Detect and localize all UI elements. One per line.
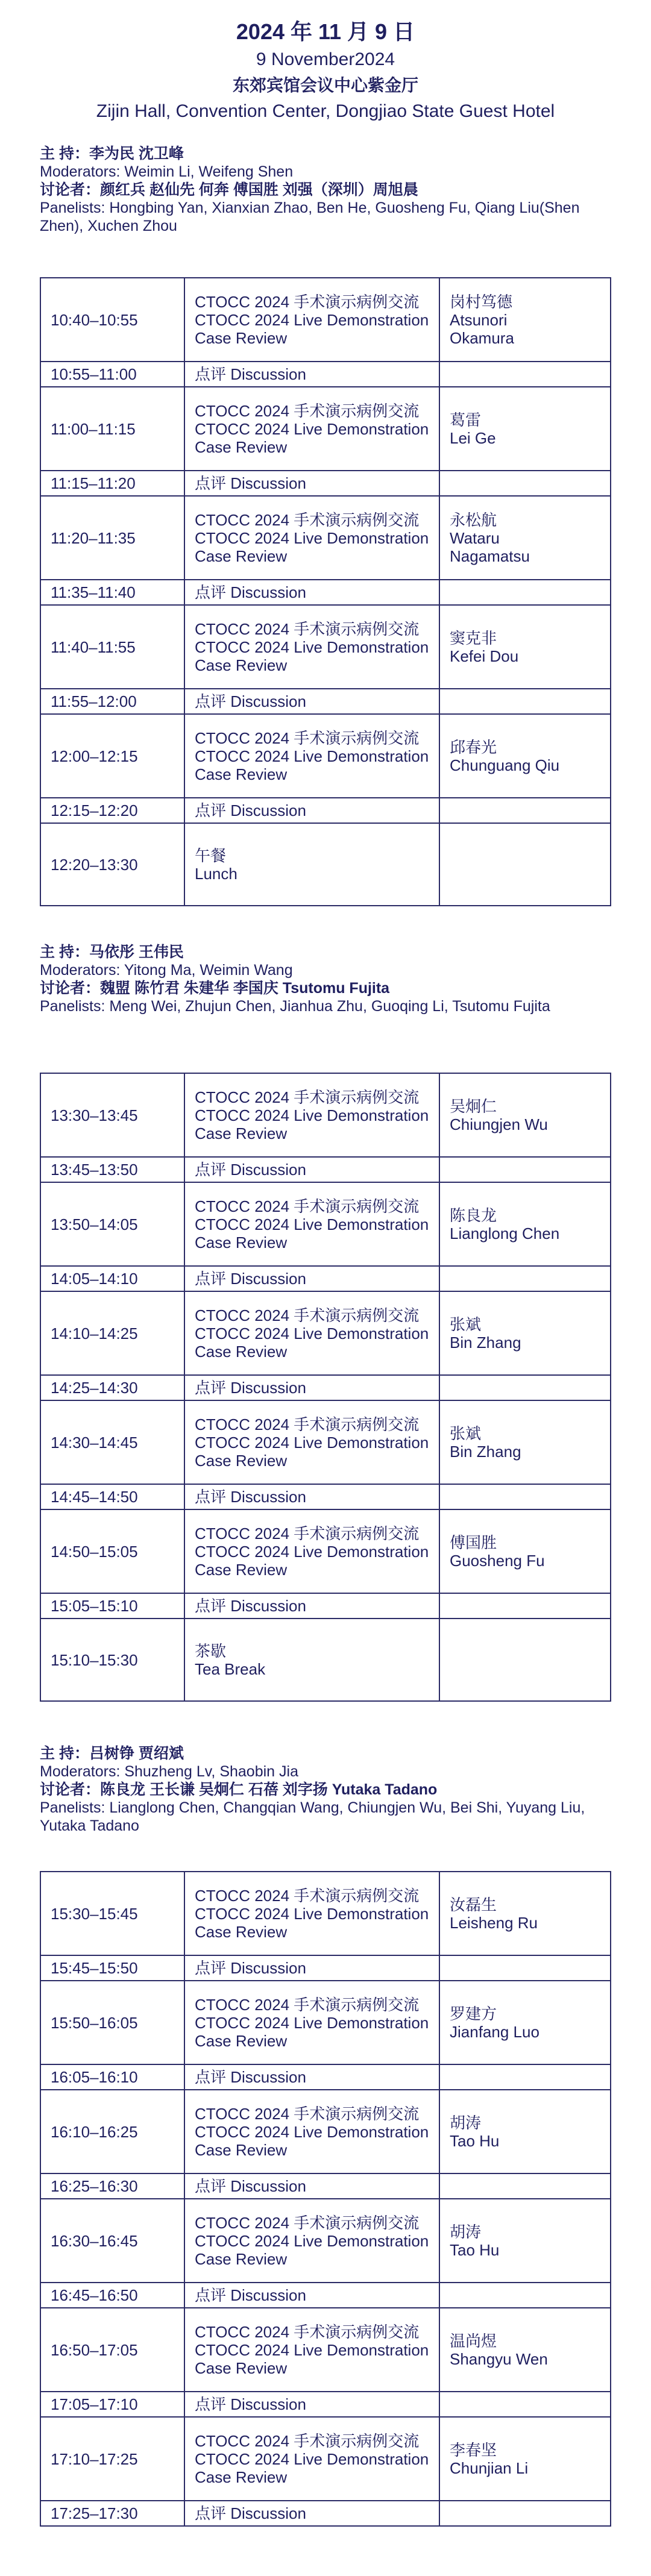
time-cell: 16:05–16:10 <box>40 2064 184 2090</box>
speaker-cell-line: Chunguang Qiu <box>450 756 560 774</box>
topic-cell-line: CTOCC 2024 Live Demonstration <box>195 1904 429 1923</box>
break-cell <box>184 823 439 906</box>
topic-cell <box>184 2417 439 2501</box>
table-row <box>40 714 611 798</box>
table-row <box>40 1073 611 1157</box>
speaker-cell-line: Leisheng Ru <box>450 1913 538 1932</box>
table-row <box>40 1375 611 1400</box>
time-cell: 12:20–13:30 <box>40 823 184 906</box>
topic-cell-line: CTOCC 2024 Live Demonstration <box>195 310 429 329</box>
table-row <box>40 1484 611 1509</box>
topic-cell <box>184 1073 439 1157</box>
topic-cell <box>184 2308 439 2392</box>
speaker-cell <box>439 1291 611 1375</box>
table-row <box>40 2090 611 2173</box>
discussion-cell <box>184 471 439 496</box>
speaker-cell-line: 吴炯仁 <box>450 1097 497 1115</box>
speaker-cell-line: 汝磊生 <box>450 1895 497 1914</box>
venue-chinese: 东郊宾馆会议中心紫金厅 <box>232 76 418 95</box>
speaker-cell-line: 傅国胜 <box>450 1533 497 1552</box>
table-row <box>40 2064 611 2090</box>
topic-cell-line: CTOCC 2024 Live Demonstration <box>195 747 429 765</box>
topic-cell-line: Case Review <box>195 328 288 347</box>
topic-cell <box>184 1872 439 1955</box>
topic-cell-line: CTOCC 2024 手术演示病例交流 <box>195 729 420 747</box>
time-cell: 16:30–16:45 <box>40 2199 184 2283</box>
speaker-cell <box>439 605 611 689</box>
discussion-cell-line: 点评 Discussion <box>195 801 306 819</box>
time-cell: 14:45–14:50 <box>40 1484 184 1509</box>
speaker-cell <box>439 1509 611 1593</box>
topic-cell <box>184 1981 439 2064</box>
speaker-cell-line: 温尚煜 <box>450 2331 497 2350</box>
topic-cell-line: CTOCC 2024 手术演示病例交流 <box>195 1088 420 1106</box>
topic-cell-line: Case Review <box>195 547 288 565</box>
discussion-cell <box>184 362 439 387</box>
date-title: 2024 年 11 月 9 日 <box>236 19 415 44</box>
speaker-cell <box>439 580 611 605</box>
table-row <box>40 2199 611 2283</box>
topic-cell <box>184 496 439 580</box>
table-row <box>40 580 611 605</box>
topic-cell-line: CTOCC 2024 Live Demonstration <box>195 1542 429 1561</box>
discussion-cell <box>184 2173 439 2199</box>
speaker-cell-line: Shangyu Wen <box>450 2349 548 2368</box>
speaker-cell <box>439 2173 611 2199</box>
topic-cell-line: CTOCC 2024 Live Demonstration <box>195 1215 429 1233</box>
topic-cell <box>184 1182 439 1266</box>
speaker-cell-line: 邱春光 <box>450 738 497 756</box>
speaker-cell-line: 胡涛 <box>450 2222 482 2241</box>
speaker-cell <box>439 1484 611 1509</box>
speaker-cell <box>439 714 611 798</box>
discussion-cell <box>184 798 439 823</box>
table-row <box>40 2173 611 2199</box>
topic-cell <box>184 278 439 362</box>
table-row <box>40 1291 611 1375</box>
time-cell: 17:05–17:10 <box>40 2392 184 2417</box>
time-cell: 16:25–16:30 <box>40 2173 184 2199</box>
speaker-cell-line: Guosheng Fu <box>450 1551 545 1570</box>
time-cell: 11:55–12:00 <box>40 689 184 714</box>
topic-cell <box>184 2199 439 2283</box>
time-cell: 13:50–14:05 <box>40 1182 184 1266</box>
time-cell: 16:10–16:25 <box>40 2090 184 2173</box>
speaker-cell-line: Tao Hu <box>450 2131 500 2150</box>
time-cell: 14:25–14:30 <box>40 1375 184 1400</box>
time-cell: 14:50–15:05 <box>40 1509 184 1593</box>
panel-line: 讨论者：陈良龙 王长谦 吴炯仁 石蓓 刘字扬 Yutaka Tadano <box>40 1781 438 1798</box>
discussion-cell-line: 点评 Discussion <box>195 2504 306 2522</box>
time-cell: 11:40–11:55 <box>40 605 184 689</box>
topic-cell-line: CTOCC 2024 手术演示病例交流 <box>195 2322 420 2341</box>
speaker-cell <box>439 1955 611 1981</box>
break-cell <box>184 1619 439 1701</box>
discussion-cell <box>184 1593 439 1619</box>
table-row <box>40 2308 611 2392</box>
discussion-cell-line: 点评 Discussion <box>195 1161 306 1179</box>
table-row <box>40 2501 611 2526</box>
topic-cell-line: CTOCC 2024 Live Demonstration <box>195 638 429 656</box>
discussion-cell <box>184 1484 439 1509</box>
time-cell: 11:35–11:40 <box>40 580 184 605</box>
speaker-cell <box>439 823 611 906</box>
moderators-line: Moderators: Yitong Ma, Weimin Wang <box>40 962 293 979</box>
speaker-cell <box>439 471 611 496</box>
topic-cell-line: Case Review <box>195 1342 288 1361</box>
topic-cell <box>184 2090 439 2173</box>
session-header <box>40 943 618 1015</box>
table-row <box>40 496 611 580</box>
discussion-cell-line: 点评 Discussion <box>195 1379 306 1397</box>
discussion-cell-line: 点评 Discussion <box>195 2068 306 2086</box>
speaker-cell <box>439 2064 611 2090</box>
speaker-cell-line: Kefei Dou <box>450 647 519 665</box>
speaker-cell-line: 胡涛 <box>450 2113 482 2132</box>
speaker-cell <box>439 2283 611 2308</box>
speaker-cell <box>439 2308 611 2392</box>
speaker-cell-line: Bin Zhang <box>450 1333 521 1352</box>
time-cell: 12:15–12:20 <box>40 798 184 823</box>
speaker-cell-line: 李春坚 <box>450 2440 497 2459</box>
speaker-cell-line: Chiungjen Wu <box>450 1115 548 1133</box>
speaker-cell <box>439 2501 611 2526</box>
table-row <box>40 1955 611 1981</box>
topic-cell-line: Case Review <box>195 656 288 674</box>
time-cell: 11:00–11:15 <box>40 387 184 471</box>
discussion-cell-line: 点评 Discussion <box>195 474 306 492</box>
topic-cell-line: Case Review <box>195 2249 288 2268</box>
time-cell: 17:10–17:25 <box>40 2417 184 2501</box>
discussion-cell-line: 点评 Discussion <box>195 583 306 601</box>
discussion-cell <box>184 2283 439 2308</box>
time-cell: 17:25–17:30 <box>40 2501 184 2526</box>
topic-cell-line: Case Review <box>195 2140 288 2159</box>
table-row <box>40 798 611 823</box>
discussion-cell-line: 点评 Discussion <box>195 1959 306 1977</box>
topic-cell-line: CTOCC 2024 Live Demonstration <box>195 419 429 438</box>
schedule-table <box>40 277 611 906</box>
speaker-cell-line: 陈良龙 <box>450 1206 497 1224</box>
break-cell-line: Tea Break <box>195 1659 266 1678</box>
topic-cell-line: CTOCC 2024 手术演示病例交流 <box>195 510 420 529</box>
topic-cell-line: Case Review <box>195 2031 288 2050</box>
topic-cell <box>184 714 439 798</box>
discussion-cell-line: 点评 Discussion <box>195 1488 306 1506</box>
panel-line: 讨论者：颜红兵 赵仙先 何奔 傅国胜 刘强（深圳）周旭晨 <box>40 181 418 198</box>
panelists-line: Panelists: Hongbing Yan, Xianxian Zhao, Ben He, Guosheng Fu, Qiang Liu(Shen Zhen), Xuchen Zhou <box>40 199 580 234</box>
table-row <box>40 605 611 689</box>
topic-cell-line: CTOCC 2024 手术演示病例交流 <box>195 2104 420 2123</box>
speaker-cell <box>439 1400 611 1484</box>
speaker-cell-line: 罗建方 <box>450 2004 497 2023</box>
discussion-cell <box>184 1375 439 1400</box>
speaker-cell-line: Wataru <box>450 528 500 547</box>
topic-cell-line: CTOCC 2024 手术演示病例交流 <box>195 292 420 311</box>
panelists-line: Panelists: Lianglong Chen, Changqian Wang, Chiungjen Wu, Bei Shi, Yuyang Liu, Yutaka Tadano <box>40 1799 585 1834</box>
table-row <box>40 2392 611 2417</box>
topic-cell-line: CTOCC 2024 手术演示病例交流 <box>195 2213 420 2232</box>
table-row <box>40 1981 611 2064</box>
table-row <box>40 823 611 906</box>
topic-cell-line: Case Review <box>195 1124 288 1142</box>
moderators-line: Moderators: Shuzheng Lv, Shaobin Jia <box>40 1763 298 1780</box>
break-cell-line: 午餐 <box>195 846 227 865</box>
topic-cell <box>184 1291 439 1375</box>
topic-cell-line: Case Review <box>195 1451 288 1470</box>
speaker-cell <box>439 2392 611 2417</box>
time-cell: 16:50–17:05 <box>40 2308 184 2392</box>
topic-cell-line: CTOCC 2024 Live Demonstration <box>195 2013 429 2032</box>
topic-cell-line: Case Review <box>195 765 288 783</box>
panelists-line: Panelists: Meng Wei, Zhujun Chen, Jianhua Zhu, Guoqing Li, Tsutomu Fujita <box>40 998 550 1015</box>
speaker-cell <box>439 1266 611 1291</box>
break-cell-line: Lunch <box>195 864 237 883</box>
speaker-cell <box>439 1981 611 2064</box>
time-cell: 13:30–13:45 <box>40 1073 184 1157</box>
table-row <box>40 1619 611 1701</box>
time-cell: 10:40–10:55 <box>40 278 184 362</box>
topic-cell-line: Case Review <box>195 2358 288 2377</box>
speaker-cell-line: Jianfang Luo <box>450 2022 539 2041</box>
chair-line: 主 持：马依彤 王伟民 <box>40 944 184 961</box>
topic-cell-line: CTOCC 2024 手术演示病例交流 <box>195 1197 420 1215</box>
speaker-cell <box>439 362 611 387</box>
discussion-cell-line: 点评 Discussion <box>195 365 306 383</box>
speaker-cell <box>439 1593 611 1619</box>
topic-cell <box>184 1400 439 1484</box>
topic-cell-line: CTOCC 2024 Live Demonstration <box>195 1106 429 1124</box>
speaker-cell-line: 葛雷 <box>450 410 482 429</box>
discussion-cell <box>184 580 439 605</box>
table-row <box>40 1182 611 1266</box>
session-header <box>40 1744 618 1835</box>
topic-cell-line: CTOCC 2024 手术演示病例交流 <box>195 401 420 420</box>
discussion-cell <box>184 2501 439 2526</box>
time-cell: 15:45–15:50 <box>40 1955 184 1981</box>
topic-cell-line: CTOCC 2024 Live Demonstration <box>195 1324 429 1343</box>
time-cell: 15:50–16:05 <box>40 1981 184 2064</box>
topic-cell-line: CTOCC 2024 Live Demonstration <box>195 528 429 547</box>
discussion-cell <box>184 1955 439 1981</box>
discussion-cell <box>184 1157 439 1182</box>
table-row <box>40 278 611 362</box>
topic-cell-line: CTOCC 2024 Live Demonstration <box>195 2340 429 2359</box>
panel-line: 讨论者：魏盟 陈竹君 朱建华 李国庆 Tsutomu Fujita <box>40 980 390 997</box>
speaker-cell <box>439 2090 611 2173</box>
chair-line: 主 持：吕树铮 贾绍斌 <box>40 1745 184 1762</box>
discussion-cell <box>184 2064 439 2090</box>
break-cell-line: 茶歇 <box>195 1641 227 1660</box>
time-cell: 16:45–16:50 <box>40 2283 184 2308</box>
topic-cell-line: CTOCC 2024 Live Demonstration <box>195 2449 429 2468</box>
discussion-cell-line: 点评 Discussion <box>195 1597 306 1615</box>
session-header <box>40 145 618 235</box>
table-row <box>40 1157 611 1182</box>
schedule-table <box>40 1871 611 2527</box>
table-row <box>40 1593 611 1619</box>
topic-cell-line: Case Review <box>195 437 288 456</box>
time-cell: 11:20–11:35 <box>40 496 184 580</box>
time-cell: 13:45–13:50 <box>40 1157 184 1182</box>
topic-cell-line: Case Review <box>195 1233 288 1252</box>
speaker-cell <box>439 1872 611 1955</box>
topic-cell-line: CTOCC 2024 手术演示病例交流 <box>195 1306 420 1324</box>
discussion-cell <box>184 1266 439 1291</box>
topic-cell <box>184 605 439 689</box>
table-row <box>40 1509 611 1593</box>
speaker-cell-line: 永松航 <box>450 510 497 529</box>
table-row <box>40 1400 611 1484</box>
speaker-cell-line: 岗村笃德 <box>450 292 513 311</box>
speaker-cell-line: Lei Ge <box>450 428 496 447</box>
table-row <box>40 471 611 496</box>
table-row <box>40 2283 611 2308</box>
topic-cell-line: Case Review <box>195 1922 288 1941</box>
topic-cell <box>184 1509 439 1593</box>
speaker-cell <box>439 1182 611 1266</box>
speaker-cell-line: Atsunori <box>450 310 508 329</box>
time-cell: 14:10–14:25 <box>40 1291 184 1375</box>
time-cell: 12:00–12:15 <box>40 714 184 798</box>
discussion-cell <box>184 2392 439 2417</box>
speaker-cell <box>439 2199 611 2283</box>
topic-cell-line: CTOCC 2024 手术演示病例交流 <box>195 2431 420 2450</box>
speaker-cell <box>439 689 611 714</box>
speaker-cell <box>439 496 611 580</box>
table-row <box>40 1266 611 1291</box>
time-cell: 14:05–14:10 <box>40 1266 184 1291</box>
topic-cell <box>184 387 439 471</box>
topic-cell-line: Case Review <box>195 2468 288 2486</box>
time-cell: 14:30–14:45 <box>40 1400 184 1484</box>
speaker-cell <box>439 1619 611 1701</box>
schedule-table <box>40 1073 611 1702</box>
time-cell: 10:55–11:00 <box>40 362 184 387</box>
speaker-cell-line: 张斌 <box>450 1424 482 1443</box>
moderators-line: Moderators: Weimin Li, Weifeng Shen <box>40 163 294 180</box>
topic-cell-line: CTOCC 2024 手术演示病例交流 <box>195 1524 420 1543</box>
time-cell: 15:05–15:10 <box>40 1593 184 1619</box>
topic-cell-line: CTOCC 2024 Live Demonstration <box>195 2231 429 2250</box>
topic-cell-line: CTOCC 2024 手术演示病例交流 <box>195 1995 420 2014</box>
table-row <box>40 387 611 471</box>
topic-cell-line: CTOCC 2024 Live Demonstration <box>195 2122 429 2141</box>
speaker-cell <box>439 387 611 471</box>
topic-cell-line: CTOCC 2024 Live Demonstration <box>195 1433 429 1452</box>
topic-cell-line: CTOCC 2024 手术演示病例交流 <box>195 619 420 638</box>
speaker-cell <box>439 2417 611 2501</box>
discussion-cell-line: 点评 Discussion <box>195 692 306 710</box>
speaker-cell <box>439 1073 611 1157</box>
discussion-cell-line: 点评 Discussion <box>195 2395 306 2413</box>
discussion-cell <box>184 689 439 714</box>
date-english: 9 November2024 <box>256 49 395 69</box>
time-cell: 15:30–15:45 <box>40 1872 184 1955</box>
speaker-cell-line: Bin Zhang <box>450 1442 521 1461</box>
discussion-cell-line: 点评 Discussion <box>195 2286 306 2304</box>
topic-cell-line: Case Review <box>195 1560 288 1579</box>
chair-line: 主 持：李为民 沈卫峰 <box>40 145 184 162</box>
table-row <box>40 2417 611 2501</box>
speaker-cell-line: 张斌 <box>450 1315 482 1333</box>
speaker-cell-line: 窦克非 <box>450 628 497 647</box>
topic-cell-line: CTOCC 2024 手术演示病例交流 <box>195 1415 420 1434</box>
speaker-cell-line: Okamura <box>450 328 514 347</box>
discussion-cell-line: 点评 Discussion <box>195 2177 306 2195</box>
time-cell: 11:15–11:20 <box>40 471 184 496</box>
speaker-cell <box>439 1375 611 1400</box>
table-row <box>40 362 611 387</box>
venue-english: Zijin Hall, Convention Center, Dongjiao State Guest Hotel <box>96 101 555 121</box>
speaker-cell-line: Nagamatsu <box>450 547 530 565</box>
speaker-cell <box>439 798 611 823</box>
speaker-cell-line: Tao Hu <box>450 2240 500 2259</box>
table-row <box>40 1872 611 1955</box>
speaker-cell <box>439 1157 611 1182</box>
speaker-cell-line: Lianglong Chen <box>450 1224 560 1243</box>
table-row <box>40 689 611 714</box>
speaker-cell <box>439 278 611 362</box>
discussion-cell-line: 点评 Discussion <box>195 1270 306 1288</box>
speaker-cell-line: Chunjian Li <box>450 2458 529 2477</box>
time-cell: 15:10–15:30 <box>40 1619 184 1701</box>
topic-cell-line: CTOCC 2024 手术演示病例交流 <box>195 1886 420 1905</box>
